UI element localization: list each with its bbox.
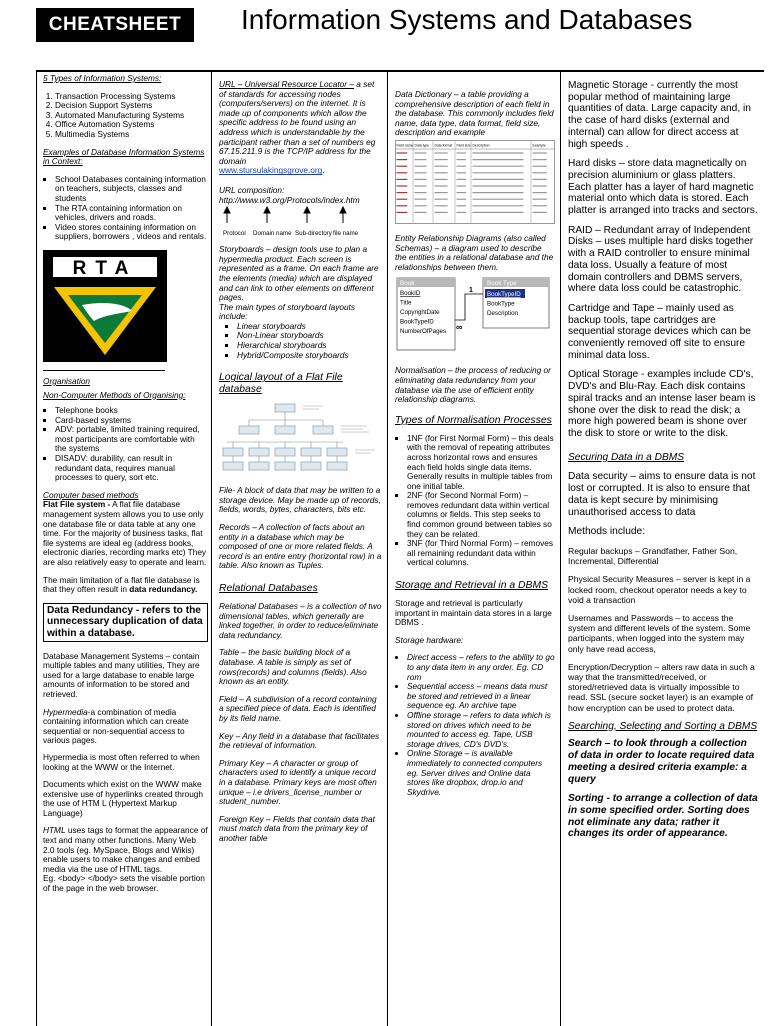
- storyboards-text: design tools use to plan a hypermedia product. Each screen is represented as a frame. On each frame are the elements (media) which are displayed and can link to other elements on different pages.: [219, 244, 379, 303]
- physical-security-paragraph: Physical Security Measures – server is kept in a locked room, checkout operator needs a key to void a transaction: [568, 574, 751, 605]
- html-paragraph: [43, 826, 208, 874]
- column-2: [213, 72, 388, 1026]
- data-dictionary-paragraph: Data Dictionary – a table providing a comprehensive description of each field in the database. This commonly includes field name, data type, data format, field size, description and example: [395, 89, 554, 138]
- url-label-subdirectory: Sub-directory: [295, 230, 332, 238]
- dbms-text: contain multiple tables and many utilities, They are used for a large database to enable large amounts of information to be stored and retrieved.: [43, 650, 200, 699]
- erd-diagram: [395, 276, 555, 352]
- types-heading: 5 Types of Information Systems:: [43, 73, 162, 83]
- url-label-domain: Domain name: [253, 230, 292, 238]
- url-diagram: [219, 205, 379, 239]
- url-text: a set of standards for accessing nodes (computers/servers) on the internet. It is made up of components which allow the specific address to be found using an address which is understandable by the participant rather than a set of numbers eg 67.15.211.9 is the TCP/IP address for the domain: [219, 79, 376, 166]
- flat-file-hierarchy-diagram: [219, 398, 379, 480]
- dict-header-cell: Example: [532, 143, 546, 148]
- dbms-term: Database Management Systems –: [43, 650, 171, 661]
- hypermedia-paragraph: [43, 708, 208, 746]
- storyboard-types-heading: The main types of storyboard layouts include:: [219, 301, 356, 322]
- example-item: ▪ The RTA containing information on vehicles, drivers and roads.: [55, 204, 208, 223]
- url-link[interactable]: www.stursulakingsgrove.org: [219, 165, 323, 176]
- url-composition-heading: URL composition:: [219, 184, 285, 195]
- limitation-paragraph: [43, 576, 208, 595]
- example-item: ▪ Video stores containing information on suppliers, borrowers , videos and rentals.: [55, 223, 208, 242]
- erd-many-label: ∞: [456, 322, 463, 333]
- storyboards-term: Storyboards –: [219, 244, 271, 255]
- content-frame: [36, 70, 764, 1026]
- storyboard-type-item: ▪ Linear storyboards: [237, 322, 382, 332]
- documents-paragraph: Documents which exist on the WWW make extensive use of hyperlinks created through the use of HTM L (Hypertext Markup Language): [43, 779, 204, 818]
- relational-heading: Relational Databases: [219, 583, 318, 594]
- data-dictionary-table: [395, 140, 555, 224]
- noncomputer-heading: Non-Computer Methods of Organising:: [43, 389, 186, 400]
- encryption-paragraph: Encryption/Decryption – alters raw data in such a way that the transmitted/received, or stored/retrieved data is virtually impossible to read. SSL (secure socket layer) is an example of how encryption can be used to protect data.: [568, 661, 755, 713]
- example-item: ▪ School Databases containing information on teachers, subjects, classes and students: [55, 175, 208, 204]
- url-label-filename: file name: [333, 230, 359, 238]
- storyboard-type-item: ▪ Non-Linear storyboards: [237, 331, 382, 341]
- storyboard-type-item: ▪ Hybrid/Composite storyboards: [237, 351, 382, 361]
- noncomputer-item: ▪ Telephone books: [55, 406, 208, 416]
- data-redundancy-box: Data Redundancy - refers to the unnecessary duplication of data within a database.: [43, 603, 208, 642]
- erd-field: Description: [487, 310, 518, 318]
- system-type-item: 5. Multimedia Systems: [55, 130, 208, 140]
- backups-paragraph: Regular backups – Grandfather, Father Son, Incremental, Differential: [568, 545, 738, 567]
- html-example: Eg. <body> </body> sets the visable portion of the page in the web browser.: [43, 873, 205, 894]
- storyboard-type-item: ▪ Hierarchical storyboards: [237, 341, 382, 351]
- table-paragraph: Table – the basic building block of a database. A table is simply as set of rows(records) and columns (fields). Also known as an entity.: [219, 647, 367, 687]
- field-paragraph: Field – A subdivision of a record containing a specified piece of data. Each is identified by its field name.: [219, 693, 377, 723]
- computer-methods-heading: Computer based methods: [43, 489, 139, 500]
- examples-list: [43, 175, 208, 242]
- searching-heading: Searching, Selecting and Sorting a DBMS: [568, 720, 758, 732]
- limitation-term: data redundancy.: [129, 584, 198, 595]
- noncomputer-item: ▪ DISADV: durability, can result in redundant data, requires manual processes to query, sort etc.: [55, 454, 208, 483]
- relational-paragraph: Relational Databases – is a collection of two dimensional tables, which generally are linked together, in order to reduce/eliminate data redundancy.: [219, 601, 382, 640]
- erd-field: CopyrightDate: [400, 309, 440, 317]
- storage-paragraph: Storage and retrieval is particularly important in maintain data stores in a large DBMS .: [395, 598, 552, 628]
- securing-heading: Securing Data in a DBMS: [568, 451, 685, 463]
- hypermedia-text: -a combination of media containing information which can create sequential or non-sequential access to various pages.: [43, 706, 189, 746]
- erd-field: NumberOfPages: [400, 328, 447, 336]
- storyboard-types-list: [219, 322, 382, 360]
- noncomputer-item: ▪ ADV: portable, limited training required, most participants are comfortable with the systems: [55, 425, 208, 454]
- flat-file-text: A flat file database management system allows you to use only one database file or data table at any one time. For the majority of business tasks, flat file systems are ideal eg (address books, electronic diaries, recording marks etc) They are also relatively easy to operate and learn.: [43, 499, 207, 567]
- erd-field: BookType: [487, 300, 515, 308]
- dbms-paragraph: [43, 652, 208, 700]
- primary-key-paragraph: Primary Key – A character or group of characters used to identify a unique record in a database. Primary keys are most often unique – i.e drivers_license_number or student_number.: [219, 757, 377, 807]
- url-example: http://www.w3.org/Protocols/index.htm: [219, 194, 360, 205]
- system-type-item: 4. Office Automation Systems: [55, 120, 208, 130]
- normalisation-list: [395, 434, 555, 568]
- erd-booktype-title: Book Type: [487, 280, 517, 288]
- url-term: URL – Universal Resource Locator –: [219, 79, 354, 89]
- key-paragraph: Key – Any field in a database that facilitates the retrieval of information.: [219, 730, 380, 751]
- organisation-heading: Organisation: [43, 375, 91, 386]
- dict-header-cell: Field size: [456, 143, 471, 148]
- raid-paragraph: RAID – Redundant array of Independent Disks – uses multiple hard disks together with a RAID controller to ensure minimal data loss. Usually a feature of most domain controllers and DBMS servers, where data loss could be catastrophic.: [568, 224, 754, 295]
- dict-header-cell: Data format: [434, 143, 453, 148]
- optical-storage-paragraph: Optical Storage - examples include CD's, DVD's and Blu-Ray. Each disk contains spiral tracks and an intense laser beam is shone over the disk to read the disk; a more high powered beam is shone over the disk to store or write to the disk.: [568, 369, 756, 439]
- url-paragraph: [219, 80, 382, 166]
- erd-field: BookTypeID: [487, 291, 521, 299]
- normalisation-paragraph: Normalisation – the process of reducing or eliminating data redundancy from your database via the use of efficient entity relationship diagrams.: [395, 365, 551, 405]
- erd-booktype-table: [483, 278, 549, 328]
- storage-hardware-item: • Direct access – refers to the ability to go to any data item in any order. Eg. CD rom: [407, 653, 555, 682]
- flat-file-paragraph: [43, 500, 208, 567]
- storage-hardware-list: [395, 653, 555, 797]
- url-label-protocol: Protocol: [223, 230, 246, 238]
- storage-hardware-item: • Online Storage – is available immediately to connected computers eg. Server drives and Online data stores like dropbox, drop.io and Skydrive.: [407, 749, 555, 797]
- file-paragraph: File- A block of data that may be written to a storage device. May be made up of records, fields, words, bytes, characters, bits etc.: [219, 485, 381, 515]
- norm-types-heading: Types of Normalisation Processes: [395, 414, 552, 426]
- storage-hardware-item: • Sequential access – means data must be stored and retrieved in a linear sequence eg. An archive tape: [407, 682, 555, 711]
- types-list: [43, 92, 208, 140]
- magnetic-storage-paragraph: Magnetic Storage - currently the most popular method of maintaining large quantities of data. Large capacity and, in the case of hard disks (external and internal) can allow for direct access at high speeds .: [568, 80, 751, 150]
- page-title: Information Systems and Databases: [241, 4, 693, 35]
- usernames-paragraph: Usernames and Passwords – to access the system and different levels of the system. Some participants, when logged into the system may only have read access,: [568, 612, 751, 654]
- erd-field: Title: [400, 299, 412, 307]
- methods-heading: Methods include:: [568, 526, 646, 538]
- flat-file-term: Flat File system -: [43, 499, 111, 510]
- erd-paragraph: Entity Relationship Diagrams (also called Schemas) – a diagram used to describe the entities in a relational database and the relationships between them.: [395, 232, 554, 272]
- system-type-item: 3. Automated Manufacturing Systems: [55, 111, 208, 121]
- column-4: [562, 72, 764, 1026]
- rta-text: RTA: [72, 257, 138, 279]
- normal-form-item: ▪ 3NF (for Third Normal Form) – removes all remaining redundant data within vertical columns.: [407, 539, 555, 568]
- cheatsheet-badge: CHEATSHEET: [36, 8, 194, 42]
- url-arrows: [224, 207, 346, 223]
- system-type-item: 1. Transaction Processing Systems: [55, 92, 208, 102]
- records-paragraph: Records – A collection of facts about an entity in a database which may be composed of one or more related fields. A record is an entire entry (horizontal row) in a table. Also known as Tuples.: [219, 522, 382, 571]
- hypermedia-term: Hypermedia: [43, 706, 88, 717]
- limitation-text: The main limitation of a flat file database is that they often result in: [43, 574, 200, 595]
- erd-one-label: 1: [469, 287, 473, 295]
- storage-heading: Storage and Retrieval in a DBMS: [395, 580, 549, 592]
- hypermedia-www-paragraph: Hypermedia is most often referred to when looking at the WWW or the Internet.: [43, 751, 200, 772]
- html-term: HTML: [43, 825, 66, 836]
- dict-header-cell: Data type: [414, 143, 430, 148]
- normal-form-item: ▪ 2NF (for Second Normal Form) – removes redundant data within vertical columns or fields. This step seeks to find common ground between tables so they can be related.: [407, 491, 555, 539]
- erd-relationship-line: [455, 294, 483, 320]
- erd-book-table: [397, 278, 455, 350]
- data-security-paragraph: Data security – aims to ensure data is not lost or corrupted. It is also to ensure that data is kept secure by minimising unauthorised access to data: [568, 471, 756, 518]
- dict-header-cell: Field name: [396, 143, 414, 148]
- page-header: [0, 0, 768, 66]
- erd-field: BookTypeID: [400, 318, 434, 326]
- logo-divider: [43, 370, 165, 371]
- rta-logo-graphic: [44, 251, 166, 361]
- rta-logo: [43, 250, 167, 362]
- hardware-heading: Storage hardware:: [395, 634, 464, 645]
- storage-hardware-item: • Offline storage – refers to data which is stored on drives which need to be mounted to access eg. Tape, USB storage drives, CD's DVD's.: [407, 711, 555, 749]
- column-1: [36, 72, 212, 1026]
- search-paragraph: Search – to look through a collection of data in order to locate required data meeting a desired criteria example: a query: [568, 738, 755, 785]
- hard-disks-paragraph: Hard disks – store data magnetically on precision aluminium or glass platters. Each platter has a layer of hard magnetic material onto which data is stored. Each platter is arranged into tracks and sectors.: [568, 158, 758, 217]
- sorting-paragraph: Sorting - to arrange a collection of data in some specified order. Sorting does not eliminate any data; rather it changes its order of appearance.: [568, 793, 758, 840]
- column-3: [389, 72, 561, 1026]
- normal-form-item: ▪ 1NF (for First Normal Form) – this deals with the removal of repeating attributes across horizontal rows and ensures each field holds single data items. Generally results in multiple tables from one initial table.: [407, 434, 555, 492]
- erd-field: BookID: [400, 290, 421, 298]
- erd-book-title: Book: [400, 280, 415, 288]
- examples-heading: Examples of Database Information Systems in Context:: [43, 146, 205, 167]
- storyboards-paragraph: [219, 245, 382, 303]
- cartridge-tape-paragraph: Cartridge and Tape – mainly used as backup tools, tape cartridges are sequential storage devices which can be conveniently removed off site to ensure minimal data loss.: [568, 302, 751, 361]
- noncomputer-list: [43, 406, 208, 483]
- noncomputer-item: ▪ Card-based systems: [55, 416, 208, 426]
- system-type-item: 2. Decision Support Systems: [55, 101, 208, 111]
- foreign-key-paragraph: Foreign Key – Fields that contain data that must match data from the primary key of another table: [219, 813, 375, 843]
- flat-layout-heading: Logical layout of a Flat File database: [219, 372, 343, 396]
- dict-header-cell: Description: [472, 143, 490, 148]
- html-text: uses tags to format the appearance of text and many other functions. Many Web 2.0 tools (eg. MySpace, Blogs and Wikis) enable users to make changes and embed media via the use of HTML tags.: [43, 825, 208, 874]
- url-link-line: www.stursulakingsgrove.org.: [219, 165, 325, 176]
